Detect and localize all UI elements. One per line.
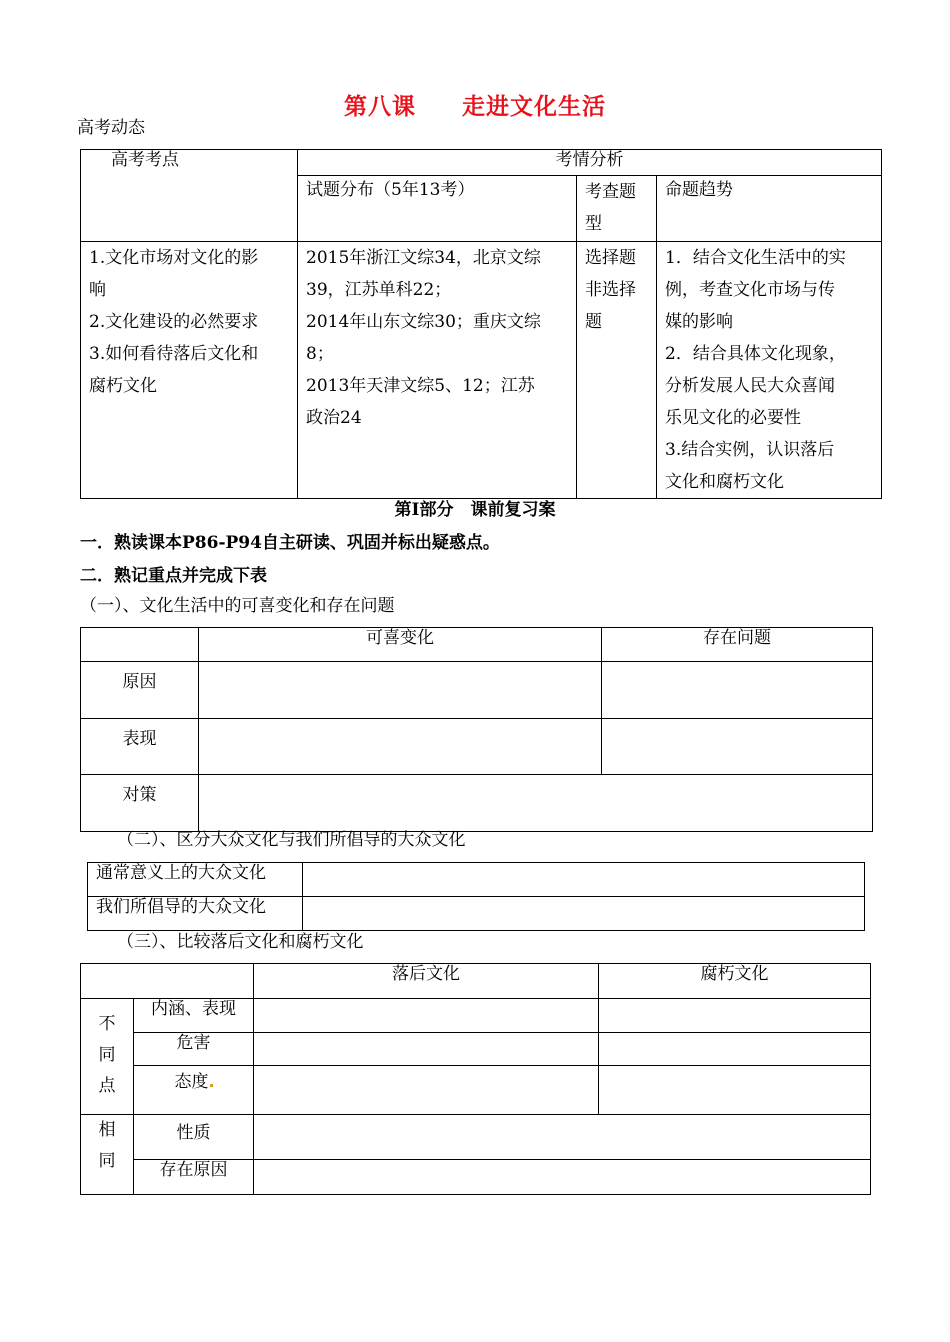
exam-analysis-table (80, 149, 882, 499)
t4-group-different: 不 同 点 (81, 999, 134, 1115)
t2-row-performance: 表现 (81, 719, 199, 775)
t3-advocated-answer[interactable] (303, 897, 865, 931)
kaodian-cell: 1.文化市场对文化的影 响 2.文化建设的必然要求 3.如何看待落后文化和 腐朽文化 (81, 242, 298, 499)
t4-row-harm: 危害 (134, 1033, 254, 1066)
t2-header-problems: 存在问题 (602, 628, 873, 662)
t4-row-nature: 性质 (134, 1115, 254, 1160)
header-kaoqing: 考情分析 (298, 150, 882, 176)
header-shiti: 试题分布（5年13考） (298, 176, 577, 242)
header-tixing: 考查题 型 (577, 176, 657, 242)
backward-decadent-table (80, 963, 871, 1195)
qushi-cell: 1．结合文化生活中的实 例，考查文化市场与传 媒的影响 2．结合具体文化现象， 分析发展人民大众喜闻 乐见文化的必要性 3.结合实例，认识落后 文化和腐朽文化 (657, 242, 882, 499)
mass-culture-table (87, 862, 865, 931)
t4-connotation-backward[interactable] (254, 999, 599, 1033)
t4-attitude-decadent[interactable] (599, 1066, 871, 1115)
t4-row-existence-reason: 存在原因 (134, 1160, 254, 1195)
t2-row-countermeasure: 对策 (81, 775, 199, 832)
t4-header-decadent: 腐朽文化 (599, 964, 871, 999)
t3-row-ordinary: 通常意义上的大众文化 (88, 863, 303, 897)
shiti-cell: 2015年浙江文综34，北京文综 39，江苏单科22； 2014年山东文综30；重庆文综 8； 2013年天津文综5、12；江苏 政治24 (298, 242, 577, 499)
t4-row-attitude: 态度 (134, 1066, 254, 1115)
t4-corner (81, 964, 254, 999)
t4-harm-decadent[interactable] (599, 1033, 871, 1066)
t2-performance-problems[interactable] (602, 719, 873, 775)
t4-existence-reason-answer[interactable] (254, 1160, 871, 1195)
t4-group-same: 相 同 (81, 1115, 134, 1195)
t3-row-advocated: 我们所倡导的大众文化 (88, 897, 303, 931)
t2-performance-changes[interactable] (199, 719, 602, 775)
subsection-two: （二）、区分大众文化与我们所倡导的大众文化 (117, 830, 466, 850)
t4-harm-backward[interactable] (254, 1033, 599, 1066)
t4-attitude-backward[interactable] (254, 1066, 599, 1115)
t3-ordinary-answer[interactable] (303, 863, 865, 897)
section-label: 高考动态 (77, 118, 145, 138)
subsection-one: （一）、文化生活中的可喜变化和存在问题 (80, 596, 395, 616)
t2-row-reason: 原因 (81, 662, 199, 719)
step-one: 一．熟读课本P86-P94自主研读、巩固并标出疑惑点。 (80, 533, 500, 553)
changes-problems-table (80, 627, 873, 832)
title-topic: 走进文化生活 (462, 93, 606, 120)
t2-countermeasure-cell[interactable] (199, 775, 873, 832)
subsection-three: （三）、比较落后文化和腐朽文化 (117, 932, 364, 952)
tixing-cell: 选择题 非选择 题 (577, 242, 657, 499)
header-qushi: 命题趋势 (657, 176, 882, 242)
part-heading: 第Ⅰ部分 课前复习案 (394, 500, 556, 520)
header-kaodian: 高考考点 (81, 150, 298, 242)
t2-corner (81, 628, 199, 662)
t2-reason-changes[interactable] (199, 662, 602, 719)
t4-header-backward: 落后文化 (254, 964, 599, 999)
step-two: 二．熟记重点并完成下表 (80, 566, 267, 586)
t4-nature-answer[interactable] (254, 1115, 871, 1160)
t2-reason-problems[interactable] (602, 662, 873, 719)
t4-connotation-decadent[interactable] (599, 999, 871, 1033)
title-lesson: 第八课 (344, 93, 416, 120)
t2-header-changes: 可喜变化 (199, 628, 602, 662)
page-title (0, 88, 950, 121)
t4-row-connotation: 内涵、表现 (134, 999, 254, 1033)
